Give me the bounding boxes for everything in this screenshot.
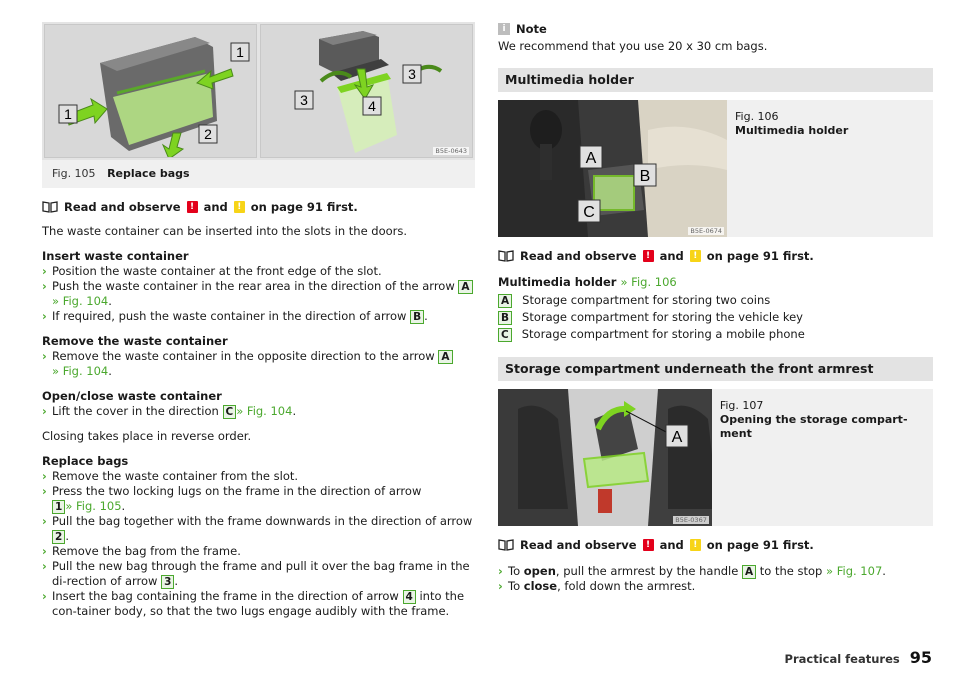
warning-yellow-icon[interactable]: ! bbox=[690, 539, 701, 551]
armrest-step-1: › To open, pull the armrest by the handle A to the stop » Fig. 107. bbox=[498, 564, 886, 578]
key-c: C bbox=[223, 405, 237, 419]
callout-3a: 3 bbox=[408, 66, 416, 82]
bags-step-3: › Pull the bag together with the frame downwards in the direction of arrow 2 . bbox=[42, 514, 473, 543]
callout-1a: 1 bbox=[236, 44, 244, 60]
footer-section: Practical features bbox=[784, 652, 900, 666]
figure-106-caption bbox=[727, 100, 856, 237]
chevron-icon: › bbox=[42, 544, 47, 558]
section-multimedia: Multimedia holder bbox=[498, 68, 933, 92]
read-observe-pre: Read and observe bbox=[64, 200, 181, 214]
figure-105-left-image bbox=[44, 24, 257, 158]
figure-107-code: B5E-0367 bbox=[675, 516, 707, 524]
bags-step-6: › Insert the bag containing the frame in the direction of arrow 4 into the con-tainer body, so that the two lugs engage audibly with the frame. bbox=[42, 589, 465, 618]
figure-107-label: Fig. 107 bbox=[719, 399, 764, 412]
warning-red-icon[interactable]: ! bbox=[643, 250, 654, 262]
key-2: 2 bbox=[52, 530, 65, 544]
bag-frame-illustration bbox=[261, 25, 473, 158]
armrest-steps bbox=[498, 564, 933, 594]
chevron-icon: › bbox=[498, 564, 503, 578]
figure-107 bbox=[498, 389, 933, 526]
key-a: A bbox=[458, 280, 472, 294]
figure-105-title: Replace bags bbox=[107, 167, 190, 180]
info-icon: i bbox=[498, 23, 510, 35]
key-a: A bbox=[742, 565, 756, 579]
note-heading: i Note bbox=[498, 22, 933, 36]
key-1: 1 bbox=[52, 500, 65, 514]
insert-heading: Insert waste container bbox=[42, 249, 189, 263]
figure-106-label: Fig. 106 bbox=[735, 110, 779, 123]
chevron-icon: › bbox=[42, 514, 47, 528]
figure-105-label: Fig. 105 bbox=[52, 167, 96, 180]
callout-4: 4 bbox=[368, 98, 376, 114]
armrest-step-2: › To close, fold down the armrest. bbox=[498, 579, 696, 593]
ref-fig-106[interactable]: » Fig. 106 bbox=[620, 275, 677, 289]
bags-step-5: › Pull the new bag through the frame and pull it over the bag frame in the di-rection of arrow 3 . bbox=[42, 559, 470, 588]
warning-red-icon[interactable]: ! bbox=[643, 539, 654, 551]
openclose-heading: Open/close waste container bbox=[42, 389, 222, 403]
key-3: 3 bbox=[161, 575, 174, 589]
section-armrest: Storage compartment underneath the front armrest bbox=[498, 357, 933, 381]
read-observe-mid: and bbox=[203, 200, 228, 214]
armrest-photo bbox=[498, 389, 712, 526]
figure-107-title: Opening the storage compart-ment bbox=[719, 413, 908, 440]
read-observe-post: on page 91 first. bbox=[250, 200, 358, 214]
callout-1b: 1 bbox=[64, 106, 72, 122]
chevron-icon: › bbox=[498, 579, 503, 593]
figure-105 bbox=[42, 22, 475, 188]
bags-heading: Replace bags bbox=[42, 454, 129, 468]
chevron-icon: › bbox=[42, 589, 47, 603]
figure-105-images bbox=[42, 22, 475, 160]
page-footer bbox=[785, 648, 932, 667]
callout-3b: 3 bbox=[300, 92, 308, 108]
warning-yellow-icon[interactable]: ! bbox=[690, 250, 701, 262]
chevron-icon: › bbox=[42, 349, 47, 363]
figure-106-title: Multimedia holder bbox=[735, 124, 849, 137]
multimedia-item-c: C Storage compartment for storing a mobile phone bbox=[498, 326, 933, 343]
figure-107-caption bbox=[712, 389, 933, 526]
insert-step-1: › Position the waste container at the front edge of the slot. bbox=[42, 264, 382, 278]
key-b: B bbox=[410, 310, 424, 324]
book-icon bbox=[42, 201, 58, 213]
ref-fig-105[interactable]: » Fig. 105 bbox=[65, 499, 122, 513]
callout-b: B bbox=[639, 168, 651, 185]
figure-106-code: B5E-0674 bbox=[690, 227, 722, 235]
figure-105-right-image bbox=[260, 24, 473, 158]
ref-fig-104[interactable]: » Fig. 104 bbox=[236, 404, 293, 418]
openclose-step-1: › Lift the cover in the direction C » Fig. 104. bbox=[42, 404, 297, 418]
multimedia-item-b: B Storage compartment for storing the vehicle key bbox=[498, 309, 933, 326]
book-icon bbox=[498, 539, 514, 551]
insert-step-3: › If required, push the waste container in the direction of arrow B . bbox=[42, 309, 428, 323]
chevron-icon: › bbox=[42, 484, 47, 498]
chevron-icon: › bbox=[42, 404, 47, 418]
page-number: 95 bbox=[909, 648, 932, 667]
chevron-icon: › bbox=[42, 309, 47, 323]
left-column bbox=[42, 22, 475, 619]
read-observe-line bbox=[42, 200, 475, 214]
closing-text: Closing takes place in reverse order. bbox=[42, 429, 252, 443]
ref-fig-107[interactable]: » Fig. 107 bbox=[826, 564, 883, 578]
callout-2: 2 bbox=[204, 126, 212, 142]
read-observe-line-2: Read and observe ! and ! on page 91 first. bbox=[498, 249, 933, 263]
chevron-icon: › bbox=[42, 279, 47, 293]
callout-a-107: A bbox=[671, 429, 683, 446]
figure-105-code: B5E-0643 bbox=[435, 147, 467, 155]
insert-step-2: › Push the waste container in the rear area in the direction of the arrow A » Fig. 104. bbox=[42, 279, 475, 309]
chevron-icon: › bbox=[42, 469, 47, 483]
chevron-icon: › bbox=[42, 264, 47, 278]
intro-text: The waste container can be inserted into the slots in the doors. bbox=[42, 224, 408, 238]
bags-step-1: › Remove the waste container from the slot. bbox=[42, 469, 299, 483]
bags-step-2: › Press the two locking lugs on the frame in the direction of arrow 1 » Fig. 105. bbox=[42, 484, 422, 513]
key-a: A bbox=[438, 350, 452, 364]
callout-c: C bbox=[583, 204, 595, 221]
key-4: 4 bbox=[403, 590, 416, 604]
figure-106-photo bbox=[498, 100, 727, 237]
book-icon bbox=[498, 250, 514, 262]
callout-a: A bbox=[585, 150, 597, 167]
multimedia-heading: Multimedia holder » Fig. 106 bbox=[498, 275, 677, 289]
multimedia-items bbox=[498, 292, 933, 343]
ref-fig-104[interactable]: » Fig. 104 bbox=[52, 364, 109, 378]
figure-107-photo bbox=[498, 389, 712, 526]
bags-step-4: › Remove the bag from the frame. bbox=[42, 544, 241, 558]
multimedia-holder-photo bbox=[498, 100, 727, 237]
chevron-icon: › bbox=[42, 559, 47, 573]
figure-106 bbox=[498, 100, 933, 237]
multimedia-item-a: A Storage compartment for storing two coins bbox=[498, 292, 933, 309]
remove-heading: Remove the waste container bbox=[42, 334, 228, 348]
read-observe-line-3: Read and observe ! and ! on page 91 first. bbox=[498, 538, 933, 552]
note-text: We recommend that you use 20 x 30 cm bags. bbox=[498, 39, 768, 53]
right-column bbox=[498, 22, 933, 594]
figure-105-caption bbox=[42, 160, 475, 188]
remove-step-1: › Remove the waste container in the opposite direction to the arrow A » Fig. 104. bbox=[42, 349, 475, 379]
warning-red-icon[interactable]: ! bbox=[187, 201, 198, 213]
ref-fig-104[interactable]: » Fig. 104 bbox=[52, 294, 109, 308]
warning-yellow-icon[interactable]: ! bbox=[234, 201, 245, 213]
waste-container-illustration bbox=[45, 25, 257, 158]
